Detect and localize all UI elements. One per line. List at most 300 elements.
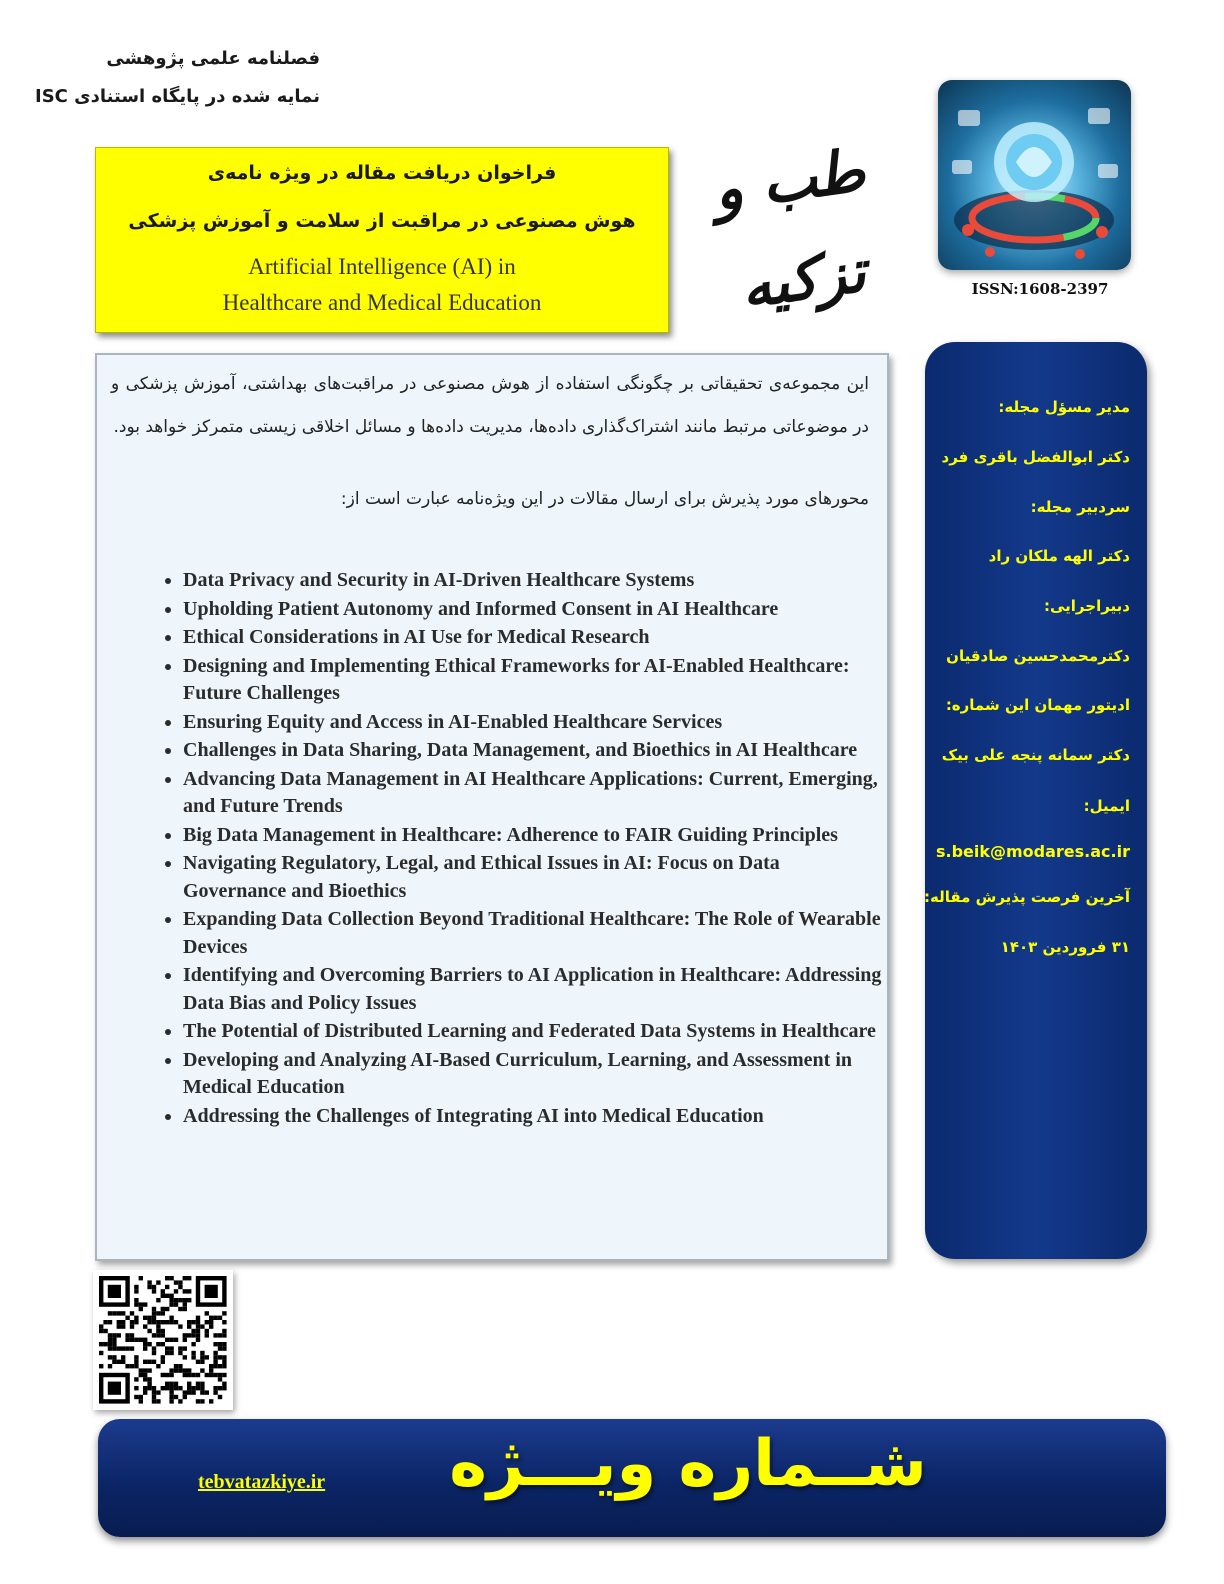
call-title-fa-line1: فراخوان دریافت مقاله در ویژه نامه‌ی [207, 162, 557, 184]
qr-module [108, 1338, 112, 1342]
qr-module [169, 1395, 173, 1399]
qr-module [161, 1355, 165, 1359]
qr-module [152, 1395, 156, 1399]
qr-module [178, 1351, 182, 1355]
topic-item: • Designing and Implementing Ethical Frameworks for AI-Enabled Healthcare: Future Challenges [183, 653, 883, 708]
qr-module [187, 1320, 191, 1324]
qr-module [112, 1360, 116, 1364]
qr-module [121, 1346, 125, 1350]
qr-module [187, 1373, 191, 1377]
qr-module [183, 1346, 187, 1350]
qr-module [196, 1386, 200, 1390]
qr-module [147, 1382, 151, 1386]
qr-module [108, 1320, 112, 1324]
qr-module [213, 1333, 217, 1337]
qr-module [169, 1320, 173, 1324]
qr-module [99, 1342, 103, 1346]
qr-module [169, 1399, 173, 1403]
qr-module [169, 1373, 173, 1377]
qr-module [174, 1298, 178, 1302]
qr-module [108, 1382, 121, 1395]
qr-module [130, 1338, 134, 1342]
qr-module [99, 1324, 103, 1328]
topics-list [147, 567, 883, 1131]
topic-item: • The Potential of Distributed Learning and Federated Data Systems in Healthcare [183, 1018, 883, 1046]
qr-module [143, 1346, 147, 1350]
qr-module [143, 1316, 147, 1320]
call-title-en-line2: Healthcare and Medical Education [222, 290, 542, 315]
ai-healthcare-cover-image [938, 80, 1131, 270]
qr-module [205, 1373, 209, 1377]
topic-item: • Navigating Regulatory, Legal, and Ethical Issues in AI: Focus on Data Governance and Bioethics [183, 850, 883, 905]
issn-label: ISSN:1608-2397 [971, 280, 1109, 298]
qr-module [183, 1289, 187, 1293]
qr-module [161, 1342, 165, 1346]
qr-module [108, 1355, 112, 1359]
qr-module [174, 1382, 178, 1386]
topics-intro: محورهای مورد پذیرش برای ارسال مقالات در این ویژه‌نامه عبارت است از: [340, 489, 869, 509]
qr-module [103, 1329, 107, 1333]
qr-module [161, 1373, 165, 1377]
qr-module [218, 1342, 222, 1346]
qr-module [112, 1333, 116, 1337]
qr-module [165, 1285, 169, 1289]
qr-module [218, 1316, 222, 1320]
editorial-sidebar [925, 342, 1147, 1259]
qr-module [174, 1364, 178, 1368]
qr-module [134, 1298, 138, 1302]
qr-module [218, 1386, 222, 1390]
qr-module [147, 1285, 151, 1289]
qr-module [169, 1390, 173, 1394]
qr-module [178, 1368, 182, 1372]
qr-module [99, 1329, 103, 1333]
qr-module [139, 1373, 143, 1377]
qr-module [178, 1399, 182, 1403]
qr-module [165, 1276, 169, 1280]
qr-module [222, 1311, 226, 1315]
qr-module [161, 1294, 165, 1298]
qr-module [187, 1333, 191, 1337]
qr-module [196, 1373, 200, 1377]
qr-module [174, 1302, 178, 1306]
topic-item: • Ensuring Equity and Access in AI-Enabled Healthcare Services [183, 709, 883, 737]
qr-module [99, 1364, 103, 1368]
qr-module [143, 1377, 147, 1381]
qr-module [156, 1329, 160, 1333]
qr-module [156, 1311, 160, 1315]
journal-type-line: فصلنامه علمی پژوهشی [106, 48, 320, 69]
qr-module [125, 1364, 129, 1368]
qr-module [130, 1311, 134, 1315]
deadline-date: ۳۱ فروردین ۱۴۰۳ [1000, 938, 1130, 956]
qr-module [183, 1307, 187, 1311]
qr-module [205, 1333, 209, 1337]
special-issue-title: شــماره ویـــژه [449, 1427, 927, 1501]
topic-item: • Upholding Patient Autonomy and Informed Consent in AI Healthcare [183, 596, 883, 624]
topic-item: • Addressing the Challenges of Integrating AI into Medical Education [183, 1103, 883, 1131]
topic-item: • Ethical Considerations in AI Use for Medical Research [183, 624, 883, 652]
qr-module [139, 1338, 143, 1342]
qr-module [196, 1360, 200, 1364]
qr-module [147, 1360, 151, 1364]
qr-module [147, 1329, 151, 1333]
qr-module [200, 1399, 204, 1403]
qr-module [125, 1316, 129, 1320]
cover-illustration [938, 80, 1131, 270]
qr-module [222, 1355, 226, 1359]
qr-module [134, 1386, 138, 1390]
qr-module [169, 1316, 173, 1320]
qr-module [174, 1320, 178, 1324]
qr-module [161, 1333, 165, 1337]
qr-module [187, 1368, 191, 1372]
qr-module [147, 1316, 151, 1320]
qr-module [143, 1368, 147, 1372]
qr-module [191, 1390, 195, 1394]
qr-module [178, 1364, 182, 1368]
qr-module [213, 1364, 217, 1368]
qr-module [147, 1386, 151, 1390]
qr-module [152, 1316, 156, 1320]
qr-module [191, 1342, 195, 1346]
qr-module [134, 1395, 138, 1399]
qr-module [108, 1311, 112, 1315]
qr-module [218, 1364, 222, 1368]
qr-module [152, 1360, 156, 1364]
qr-module [218, 1377, 222, 1381]
qr-module [147, 1342, 151, 1346]
qr-module [218, 1373, 222, 1377]
qr-module [191, 1333, 195, 1337]
qr-module [209, 1373, 213, 1377]
qr-module [152, 1311, 156, 1315]
qr-module [187, 1298, 191, 1302]
call-for-papers-box [95, 147, 669, 333]
qr-module [143, 1386, 147, 1390]
qr-module [169, 1351, 173, 1355]
qr-module [178, 1346, 182, 1350]
qr-module [196, 1329, 200, 1333]
website-link[interactable]: tebvatazkiye.ir [198, 1471, 326, 1493]
qr-module [178, 1298, 182, 1302]
qr-module [161, 1289, 165, 1293]
qr-module [134, 1338, 138, 1342]
qr-module [178, 1307, 182, 1311]
qr-module [196, 1399, 200, 1403]
qr-module [178, 1324, 182, 1328]
qr-module [139, 1307, 143, 1311]
qr-module [187, 1324, 191, 1328]
executive-label: دبیراجرایی: [1043, 597, 1130, 615]
qr-module [196, 1316, 200, 1320]
qr-module [222, 1373, 226, 1377]
qr-module [213, 1386, 217, 1390]
qr-module [183, 1298, 187, 1302]
qr-module [134, 1302, 138, 1306]
editor-in-chief-label: سردبیر مجله: [1030, 498, 1130, 516]
qr-module [205, 1320, 209, 1324]
qr-module [165, 1386, 169, 1390]
qr-module [165, 1346, 169, 1350]
qr-module [134, 1364, 138, 1368]
qr-module [222, 1360, 226, 1364]
qr-module [156, 1280, 160, 1284]
qr-module [213, 1355, 217, 1359]
qr-module [134, 1360, 138, 1364]
qr-module [205, 1311, 209, 1315]
qr-module [200, 1355, 204, 1359]
qr-module [108, 1342, 112, 1346]
qr-module [183, 1333, 187, 1337]
qr-module [165, 1294, 169, 1298]
qr-module [117, 1360, 121, 1364]
qr-module [209, 1368, 213, 1372]
qr-module [191, 1351, 195, 1355]
qr-module [147, 1280, 151, 1284]
managing-director-label: مدیر مسؤل مجله: [998, 398, 1130, 416]
qr-module [165, 1382, 169, 1386]
qr-module [200, 1382, 204, 1386]
qr-module [139, 1302, 143, 1306]
qr-module [130, 1320, 134, 1324]
qr-module [165, 1307, 169, 1311]
qr-module [156, 1390, 160, 1394]
qr-module [200, 1368, 204, 1372]
qr-module [169, 1276, 173, 1280]
qr-module [130, 1346, 134, 1350]
qr-module [213, 1351, 217, 1355]
qr-module [174, 1289, 178, 1293]
guest-editor-label: ادیتور مهمان این شماره: [945, 696, 1130, 714]
qr-module [218, 1355, 222, 1359]
qr-module [183, 1395, 187, 1399]
qr-module [156, 1333, 160, 1337]
qr-module [130, 1364, 134, 1368]
qr-module [143, 1360, 147, 1364]
qr-module [134, 1320, 138, 1324]
qr-module [213, 1360, 217, 1364]
qr-module [183, 1276, 187, 1280]
qr-module [187, 1390, 191, 1394]
qr-module [213, 1316, 217, 1320]
indexing-line: نمایه شده در پایگاه استنادی ISC [35, 86, 320, 107]
qr-module [191, 1329, 195, 1333]
qr-module [161, 1307, 165, 1311]
qr-module [183, 1373, 187, 1377]
qr-module [112, 1311, 116, 1315]
qr-module [143, 1390, 147, 1394]
topic-item: • Challenges in Data Sharing, Data Management, and Bioethics in AI Healthcare [183, 737, 883, 765]
qr-module [121, 1324, 125, 1328]
qr-module [147, 1377, 151, 1381]
qr-module [196, 1333, 200, 1337]
qr-module [222, 1386, 226, 1390]
topics-panel [95, 353, 889, 1261]
qr-module [152, 1333, 156, 1337]
qr-module [121, 1320, 125, 1324]
qr-module [183, 1338, 187, 1342]
qr-module [169, 1382, 173, 1386]
qr-module [121, 1355, 125, 1359]
qr-module [147, 1368, 151, 1372]
qr-module [134, 1316, 138, 1320]
qr-module [174, 1395, 178, 1399]
qr-module [108, 1364, 112, 1368]
qr-module [222, 1320, 226, 1324]
qr-module [117, 1320, 121, 1324]
qr-module [205, 1390, 209, 1394]
qr-module [156, 1364, 160, 1368]
qr-module [165, 1351, 169, 1355]
qr-module [134, 1285, 138, 1289]
qr-module [169, 1298, 173, 1302]
qr-module [143, 1373, 147, 1377]
intro-paragraph: این مجموعه‌ی تحقیقاتی بر چگونگی استفاده از هوش مصنوعی در مراقبت‌های بهداشتی، آموزش پزشکی و در موضوعاتی مرتبط مانند اشتراک‌گذاری داده‌ها، مدیریت داده‌ها و مسائل اخلاقی زیستی متمرکز خواهد بود. [111, 374, 869, 437]
qr-module [108, 1285, 121, 1298]
qr-module [165, 1338, 169, 1342]
qr-module [209, 1399, 213, 1403]
qr-module [200, 1386, 204, 1390]
qr-module [117, 1324, 121, 1328]
qr-module [139, 1368, 143, 1372]
qr-module [156, 1342, 160, 1346]
qr-module [152, 1346, 156, 1350]
topic-item: • Identifying and Overcoming Barriers to AI Application in Healthcare: Addressing Data Bias and Policy Issues [183, 962, 883, 1017]
qr-module [152, 1307, 156, 1311]
qr-module [125, 1333, 129, 1337]
qr-module [143, 1338, 147, 1342]
qr-module [139, 1399, 143, 1403]
qr-module [139, 1276, 143, 1280]
qr-module [213, 1390, 217, 1394]
qr-module [222, 1333, 226, 1337]
qr-module [117, 1346, 121, 1350]
qr-module [108, 1333, 112, 1337]
journal-logo: طب و تزکیه [709, 135, 870, 322]
qr-module [169, 1294, 173, 1298]
qr-module [147, 1320, 151, 1324]
executive-name: دکترمحمدحسین صادقیان [946, 647, 1130, 665]
qr-module [161, 1329, 165, 1333]
qr-module [156, 1324, 160, 1328]
qr-module [200, 1360, 204, 1364]
qr-module [187, 1386, 191, 1390]
email-link[interactable]: s.beik@modares.ac.ir [935, 842, 1130, 861]
qr-module [152, 1351, 156, 1355]
qr-module [178, 1285, 182, 1289]
call-title-fa-line2: هوش مصنوعی در مراقبت از سلامت و آموزش پزشکی [128, 210, 636, 232]
qr-module [183, 1368, 187, 1372]
qr-module [205, 1355, 209, 1359]
qr-code-icon [93, 1270, 233, 1410]
qr-module [183, 1355, 187, 1359]
qr-module [152, 1399, 156, 1403]
qr-module [178, 1280, 182, 1284]
email-label: ایمیل: [1083, 797, 1130, 815]
qr-module [165, 1320, 169, 1324]
qr-module [156, 1320, 160, 1324]
qr-module [222, 1382, 226, 1386]
qr-module [200, 1324, 204, 1328]
qr-module [108, 1346, 112, 1350]
deadline-label: آخرین فرصت پذیرش مقاله: [923, 888, 1130, 906]
qr-module [152, 1285, 156, 1289]
editor-in-chief-name: دکتر الهه ملکان راد [988, 547, 1130, 565]
topic-item: • Developing and Analyzing AI-Based Curriculum, Learning, and Assessment in Medical Education [183, 1047, 883, 1102]
topic-item: • Big Data Management in Healthcare: Adherence to FAIR Guiding Principles [183, 822, 883, 850]
qr-module [191, 1320, 195, 1324]
qr-module [209, 1364, 213, 1368]
qr-module [161, 1311, 165, 1315]
qr-module [222, 1329, 226, 1333]
qr-module [112, 1355, 116, 1359]
qr-module [156, 1298, 160, 1302]
qr-module [112, 1346, 116, 1350]
qr-module [130, 1333, 134, 1337]
qr-module [222, 1364, 226, 1368]
qr-module [183, 1390, 187, 1394]
qr-module [134, 1377, 138, 1381]
qr-module [169, 1338, 173, 1342]
qr-module [99, 1351, 103, 1355]
qr-module [117, 1333, 121, 1337]
qr-module [191, 1355, 195, 1359]
qr-module [200, 1390, 204, 1394]
qr-module [134, 1289, 138, 1293]
qr-module [169, 1386, 173, 1390]
managing-director-name: دکتر ابوالفضل باقری فرد [941, 448, 1130, 466]
qr-module [103, 1342, 107, 1346]
qr-module [169, 1346, 173, 1350]
qr-module [130, 1324, 134, 1328]
qr-module [218, 1395, 222, 1399]
qr-module [218, 1346, 222, 1350]
topic-item: • Data Privacy and Security in AI-Driven Healthcare Systems [183, 567, 883, 595]
qr-module [205, 1285, 218, 1298]
qr-module [152, 1320, 156, 1324]
qr-module [218, 1333, 222, 1337]
qr-module [121, 1360, 125, 1364]
qr-module [183, 1302, 187, 1306]
topic-item: • Advancing Data Management in AI Healthcare Applications: Current, Emerging, and Future Trends [183, 766, 883, 821]
qr-module [161, 1386, 165, 1390]
qr-module [161, 1320, 165, 1324]
qr-pattern [93, 1270, 233, 1410]
guest-editor-name: دکتر سمانه پنجه علی بیک [941, 746, 1130, 764]
qr-module [174, 1368, 178, 1372]
qr-module [174, 1338, 178, 1342]
qr-module [209, 1316, 213, 1320]
qr-module [178, 1386, 182, 1390]
qr-module [143, 1302, 147, 1306]
qr-module [174, 1386, 178, 1390]
qr-module [121, 1311, 125, 1315]
qr-module [196, 1338, 200, 1342]
qr-module [112, 1342, 116, 1346]
qr-module [103, 1320, 107, 1324]
qr-module [143, 1324, 147, 1328]
qr-module [213, 1373, 217, 1377]
qr-module [196, 1382, 200, 1386]
qr-module [209, 1324, 213, 1328]
qr-module [169, 1302, 173, 1306]
qr-module [143, 1342, 147, 1346]
qr-module [196, 1324, 200, 1328]
qr-module [139, 1395, 143, 1399]
qr-module [187, 1382, 191, 1386]
qr-module [205, 1329, 209, 1333]
